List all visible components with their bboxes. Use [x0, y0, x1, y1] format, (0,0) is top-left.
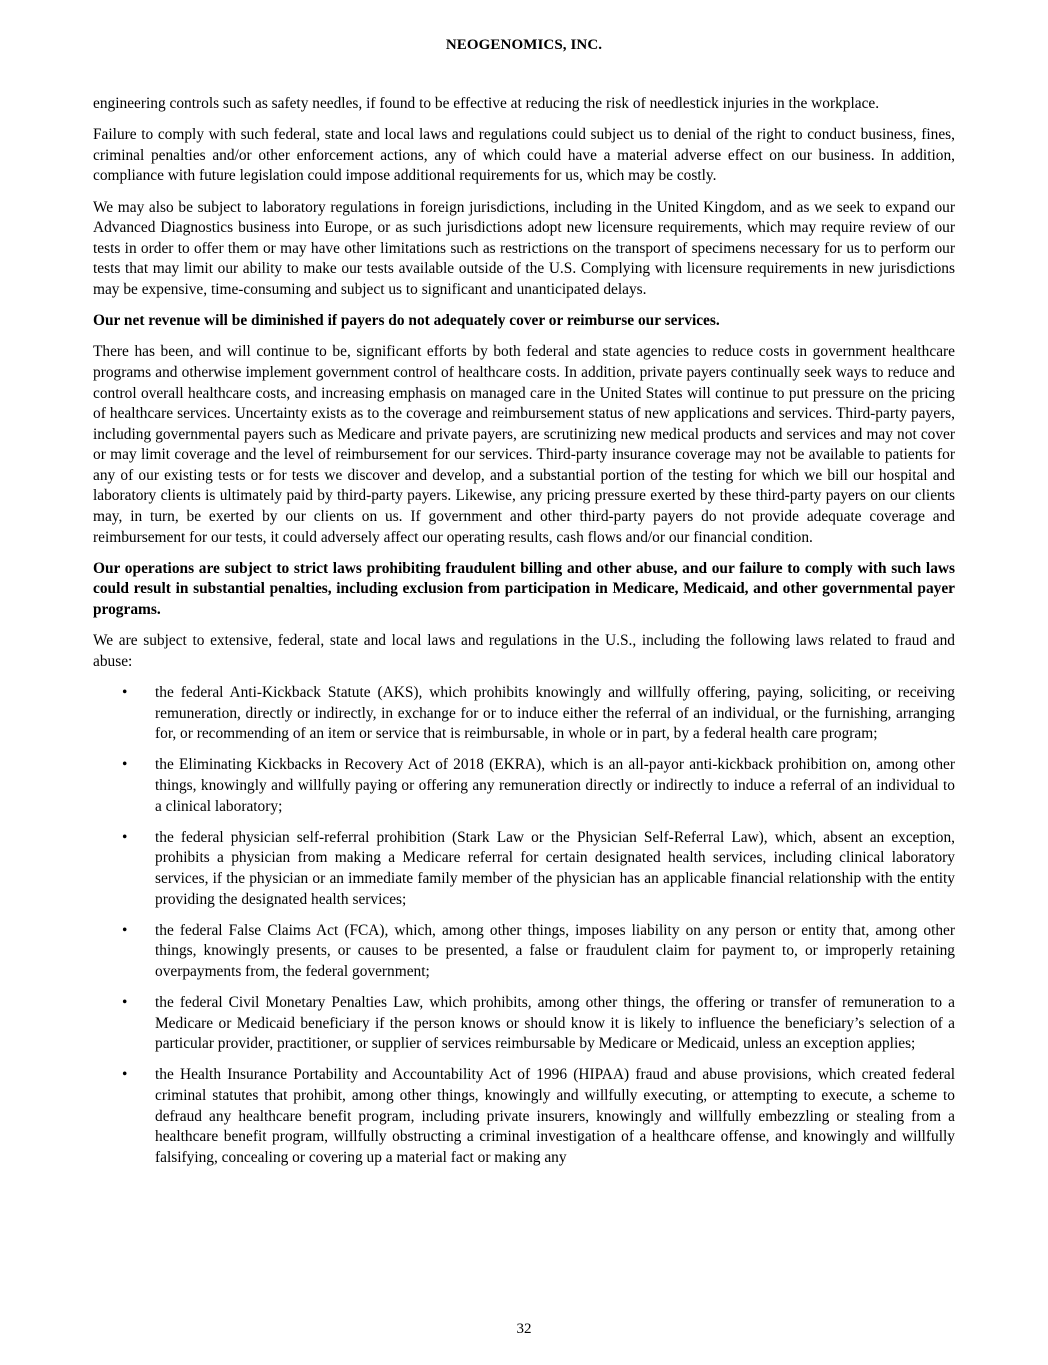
bullet-item — [93, 755, 955, 817]
bullet-item — [93, 921, 955, 983]
bullet-icon: • — [122, 828, 128, 846]
bullet-text: the Eliminating Kickbacks in Recovery Act of 2018 (EKRA), which is an all-payor anti-kickback prohibition on, among other things, knowingly and willfully paying or offering any remuneration directly or indirectly to induce a referral of an individual to a clinical laboratory; — [155, 756, 955, 815]
paragraph: We may also be subject to laboratory regulations in foreign jurisdictions, including in the United Kingdom, and as we seek to expand our Advanced Diagnostics business into Europe, or as such jurisdictions adopt new licensure requirements, which may require review of our tests in order to offer them or may have other limitations such as restrictions on the transport of specimens necessary for us to perform our tests that may limit our ability to make our tests available outside of the U.S. Complying with licensure requirements in new jurisdictions may be expensive, time-consuming and subject us to significant and unanticipated delays. — [93, 198, 955, 298]
bullet-text: the federal False Claims Act (FCA), which, among other things, imposes liability on any person or entity that, among other things, knowingly presents, or causes to be presented, a false or fraudulent claim for payment to, or improperly retaining overpayments from, the federal government; — [155, 921, 955, 980]
bullet-item — [93, 683, 955, 745]
bullet-item — [93, 1065, 955, 1168]
intro-section — [93, 94, 955, 301]
company-header: NEOGENOMICS, INC. — [445, 37, 603, 53]
bullet-text: the Health Insurance Portability and Accountability Act of 1996 (HIPAA) fraud and abuse provisions, which created federal criminal statutes that prohibit, among other things, knowingly and willfully executing, or attempting to execute, a scheme to defraud any healthcare benefit program, including private insurers, knowingly and willfully embezzling or stealing from a healthcare benefit program, willfully obstructing a criminal investigation of a healthcare offense, and knowingly and willfully falsifying, concealing or covering up a material fact or making any — [155, 1066, 955, 1166]
paragraph: Failure to comply with such federal, state and local laws and regulations could subject us to denial of the right to conduct business, fines, criminal penalties and/or other enforcement actions, any of which could have a material adverse effect on our business. In addition, compliance with future legislation could impose additional requirements for us, which may be costly. — [93, 126, 955, 185]
bullet-icon: • — [122, 684, 128, 701]
bullet-item — [93, 993, 955, 1055]
paragraph: engineering controls such as safety needles, if found to be effective at reducing the risk of needlestick injuries in the workplace. — [93, 95, 880, 112]
bullet-icon: • — [122, 756, 128, 774]
page-number: 32 — [516, 1321, 532, 1337]
bullet-icon: • — [122, 994, 128, 1012]
section-heading: Our net revenue will be diminished if payers do not adequately cover or reimburse our services. — [93, 312, 720, 330]
section-paragraph: There has been, and will continue to be, significant efforts by both federal and state agencies to reduce costs in government healthcare programs and otherwise implement government control of healthcare costs. In addition, private payers continually seek ways to reduce and control overall healthcare costs, and increasing emphasis on managed care in the United States will continue to put pressure on the pricing of healthcare services. Uncertainty exists as to the coverage and reimbursement status of new applications and services. Third-party payers, including governmental payers such as Medicare and private payers, are scrutinizing new medical products and services and may not cover or may limit coverage and the level of reimbursement for our services. Third-party insurance coverage may not be available to patients for any of our existing tests or for tests we discover and develop, and a substantial portion of the testing for which we bill our hospital and laboratory clients is ultimately paid by third-party payers. Likewise, any pricing pressure exerted by these third-party payers on our clients may, in turn, be exerted by our clients on us. If government and other third-party payers do not provide adequate coverage and reimbursement for our tests, it could adversely affect our operating results, cash flows and/or our financial condition. — [93, 343, 955, 546]
page-content — [93, 94, 955, 1179]
bullet-text: the federal Anti-Kickback Statute (AKS), which prohibits knowingly and willfully offering, paying, soliciting, or receiving remuneration, directly or indirectly, in exchange for or to induce either the referral of an individual, or the furnishing, arranging for, or recommending of an item or service that is reimbursable, in whole or in part, by a federal health care program; — [155, 684, 955, 743]
section-heading: Our operations are subject to strict laws prohibiting fraudulent billing and other abuse, and our failure to comply with such laws could result in substantial penalties, including exclusion from participation in Medicare, Medicaid, and other governmental payer programs. — [93, 559, 955, 619]
bullet-list — [93, 683, 955, 1168]
bullet-text: the federal physician self-referral prohibition (Stark Law or the Physician Self-Referral Law), which, absent an exception, prohibits a physician from making a Medicare referral for certain designated health services, including clinical laboratory services, if the physician or an immediate family member of the physician has an applicable financial relationship with the entity providing the designated health services; — [155, 828, 955, 908]
bullet-item — [93, 828, 955, 910]
bullet-icon: • — [122, 1066, 128, 1084]
bullet-icon: • — [122, 921, 128, 939]
bullet-text: the federal Civil Monetary Penalties Law, which prohibits, among other things, the offering or transfer of remuneration to a Medicare or Medicaid beneficiary if the person knows or should know it is likely to influence the beneficiary’s selection of a particular provider, practitioner, or supplier of services reimbursable by Medicare or Medicaid, unless an exception applies; — [155, 994, 955, 1053]
section-paragraph: We are subject to extensive, federal, state and local laws and regulations in the U.S., including the following laws related to fraud and abuse: — [93, 632, 955, 670]
